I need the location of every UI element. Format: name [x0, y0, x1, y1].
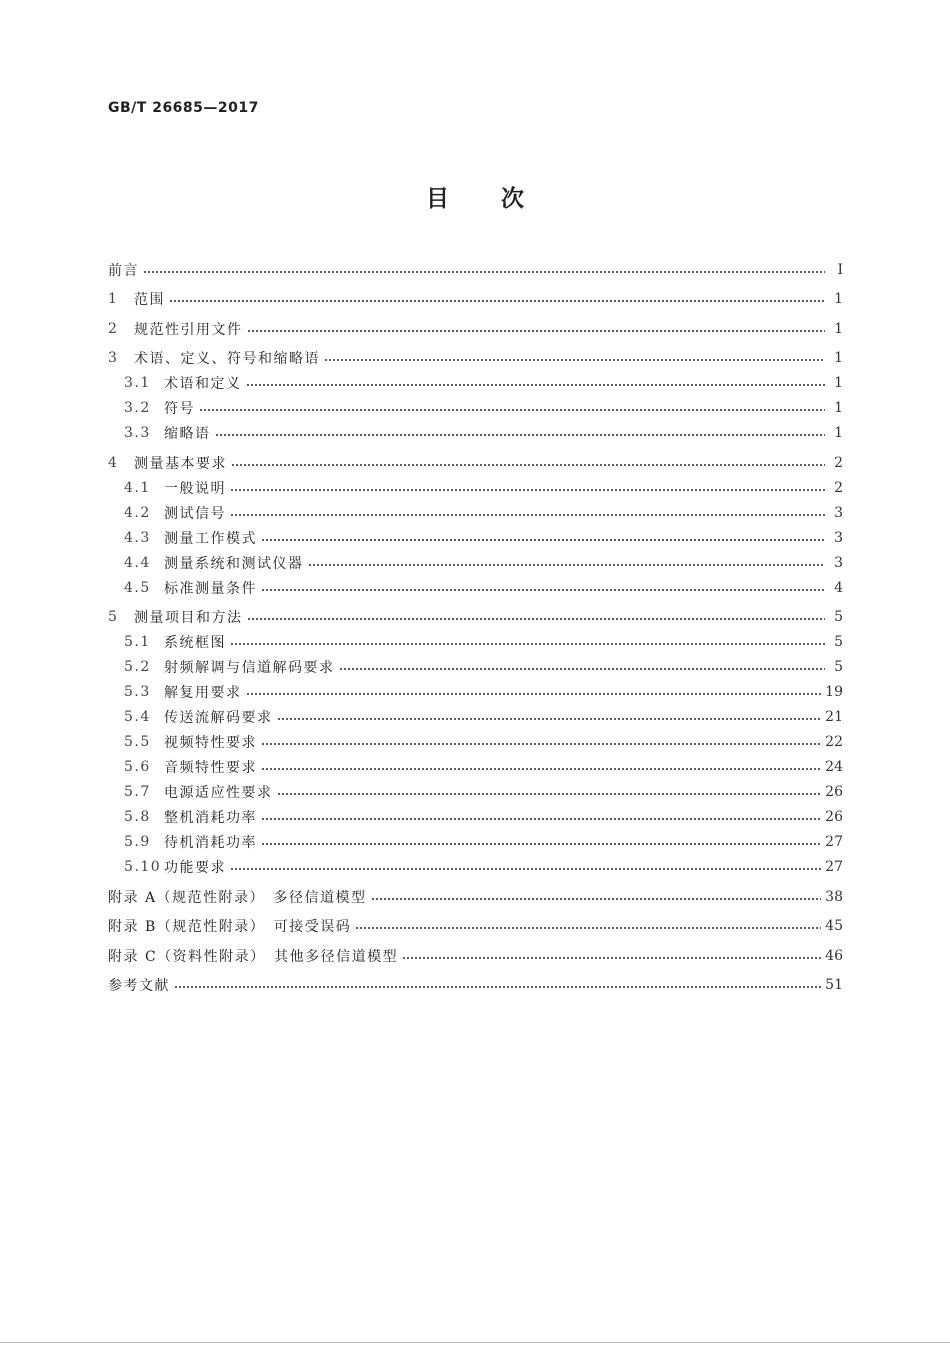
toc-entry-page: 1 [834, 425, 843, 441]
toc-entry-label: 系统框图 [164, 635, 226, 651]
toc-entry-number: 5 [108, 609, 119, 625]
toc-entry-label: 测量工作模式 [164, 530, 257, 547]
table-of-contents [108, 257, 843, 998]
dot-leader [261, 588, 825, 592]
dot-leader [174, 985, 821, 989]
toc-entry[interactable] [108, 755, 843, 780]
toc-entry-page: 24 [825, 759, 843, 775]
toc-entry-page: 5 [834, 659, 843, 675]
dot-leader [261, 842, 821, 846]
toc-entry-page: 1 [834, 400, 843, 416]
toc-entry-number: 4 [108, 454, 119, 471]
toc-entry-number: 5.1 [124, 634, 151, 650]
toc-entry[interactable] [108, 655, 843, 680]
toc-entry[interactable] [108, 316, 843, 341]
toc-entry[interactable] [108, 730, 843, 755]
toc-entry-page: 51 [825, 977, 843, 993]
toc-entry[interactable] [108, 525, 843, 550]
toc-entry-label: 参考文献 [108, 978, 170, 994]
title-char: 目 [426, 186, 449, 212]
toc-entry-page: 26 [825, 809, 843, 825]
toc-entry-label: 测试信号 [164, 505, 226, 522]
toc-entry-page: 22 [825, 734, 843, 750]
toc-entry-label: 符号 [164, 401, 195, 417]
toc-entry-label: 测量系统和测试仪器 [164, 555, 304, 572]
toc-entry-number: 4.2 [124, 504, 151, 521]
toc-entry-page: 27 [825, 859, 843, 875]
toc-entry-number: 4.4 [124, 554, 151, 571]
toc-entry-page: 1 [834, 291, 843, 307]
toc-entry-page: 38 [825, 888, 843, 905]
toc-entry-page: 5 [834, 609, 843, 625]
toc-entry-page: 26 [825, 784, 843, 800]
toc-entry[interactable] [108, 680, 843, 705]
dot-leader [308, 563, 826, 567]
dot-leader [371, 897, 822, 901]
toc-entry-label: 电源适应性要求 [164, 785, 273, 801]
toc-entry[interactable] [108, 705, 843, 730]
dot-leader [339, 667, 826, 671]
toc-entry-page: 46 [825, 947, 843, 964]
toc-entry-page: 2 [834, 479, 843, 496]
toc-entry-page: 4 [834, 579, 843, 596]
toc-entry-label: 测量基本要求 [134, 455, 227, 472]
toc-entry[interactable] [108, 287, 843, 312]
toc-entry-number: 1 [108, 291, 119, 307]
standard-number: GB/T 26685—2017 [108, 100, 259, 116]
dot-leader [246, 383, 826, 387]
toc-entry-label: 缩略语 [164, 426, 211, 442]
dot-leader [261, 767, 821, 771]
toc-entry-number: 5.4 [124, 709, 151, 725]
toc-entry-number: 5.8 [124, 809, 151, 825]
dot-leader [261, 817, 821, 821]
toc-entry-label: 范围 [134, 292, 165, 308]
dot-leader [230, 867, 821, 871]
toc-entry[interactable] [108, 830, 843, 855]
toc-entry-label: 视频特性要求 [164, 735, 257, 751]
toc-entry-page: 3 [834, 554, 843, 571]
toc-entry[interactable] [108, 550, 843, 575]
dot-leader [143, 270, 825, 274]
toc-entry-number: 3.2 [124, 400, 151, 416]
toc-entry-number: 3.3 [124, 425, 151, 441]
toc-entry[interactable] [108, 450, 843, 475]
toc-entry-label: 术语、定义、符号和缩略语 [134, 351, 320, 367]
toc-entry[interactable] [108, 780, 843, 805]
toc-entry[interactable] [108, 943, 843, 968]
toc-entry[interactable] [108, 884, 843, 909]
toc-entry[interactable] [108, 805, 843, 830]
toc-entry-page: 45 [825, 918, 843, 934]
dot-leader [261, 742, 821, 746]
toc-entry[interactable] [108, 475, 843, 500]
toc-entry-label: 解复用要求 [164, 685, 242, 701]
toc-entry-label: 附录 C（资料性附录） 其他多径信道模型 [108, 948, 399, 965]
toc-entry-label: 术语和定义 [164, 376, 242, 392]
toc-entry-number: 5.10 [124, 859, 162, 875]
toc-entry-page: 19 [825, 684, 843, 700]
dot-leader [277, 717, 822, 721]
dot-leader [246, 692, 822, 696]
toc-entry[interactable] [108, 973, 843, 998]
toc-entry-page: 1 [834, 350, 843, 366]
toc-entry-label: 整机消耗功率 [164, 810, 257, 826]
toc-entry-page: 3 [834, 504, 843, 521]
dot-leader [402, 956, 821, 960]
page-bottom-divider [0, 1342, 950, 1343]
toc-entry-number: 3 [108, 350, 119, 366]
page-title [0, 180, 950, 213]
toc-entry[interactable] [108, 371, 843, 396]
dot-leader [247, 329, 826, 333]
toc-entry-page: 1 [834, 375, 843, 391]
toc-entry-page: 27 [825, 834, 843, 850]
toc-entry[interactable] [108, 575, 843, 600]
toc-entry-number: 4.1 [124, 479, 151, 496]
dot-leader [199, 408, 825, 412]
toc-entry-number: 3.1 [124, 375, 151, 391]
toc-entry-number: 5.3 [124, 684, 151, 700]
toc-entry-label: 射频解调与信道解码要求 [164, 660, 335, 676]
toc-entry-number: 2 [108, 320, 119, 337]
toc-entry[interactable] [108, 630, 843, 655]
toc-entry-number: 5.9 [124, 834, 151, 850]
toc-entry-page: Ⅰ [837, 261, 843, 278]
toc-entry-number: 5.5 [124, 734, 151, 750]
dot-leader [277, 792, 822, 796]
toc-entry-label: 附录 B（规范性附录） 可接受误码 [108, 919, 352, 935]
toc-entry-label: 待机消耗功率 [164, 835, 257, 851]
toc-entry-number: 4.5 [124, 579, 151, 596]
dot-leader [230, 488, 825, 492]
toc-entry-page: 5 [834, 634, 843, 650]
toc-entry-label: 附录 A（规范性附录） 多径信道模型 [108, 889, 367, 906]
toc-entry[interactable] [108, 855, 843, 880]
toc-entry-label: 测量项目和方法 [134, 610, 243, 626]
toc-entry-number: 5.2 [124, 659, 151, 675]
toc-entry-label: 规范性引用文件 [134, 321, 243, 338]
toc-entry[interactable] [108, 346, 843, 371]
dot-leader [169, 299, 825, 303]
dot-leader [215, 433, 826, 437]
title-char: 次 [501, 186, 524, 212]
toc-entry-label: 标准测量条件 [164, 580, 257, 597]
toc-entry-page: 3 [834, 529, 843, 546]
dot-leader [324, 358, 825, 362]
dot-leader [230, 642, 825, 646]
dot-leader [230, 513, 825, 517]
toc-entry[interactable] [108, 257, 843, 282]
dot-leader [247, 617, 826, 621]
dot-leader [261, 538, 825, 542]
toc-entry[interactable] [108, 605, 843, 630]
toc-entry-number: 4.3 [124, 529, 151, 546]
dot-leader [231, 463, 825, 467]
toc-entry-number: 5.7 [124, 784, 151, 800]
dot-leader [355, 926, 821, 930]
toc-entry-label: 传送流解码要求 [164, 710, 273, 726]
toc-entry-label: 一般说明 [164, 480, 226, 497]
toc-entry[interactable] [108, 396, 843, 421]
toc-entry[interactable] [108, 914, 843, 939]
toc-entry-label: 音频特性要求 [164, 760, 257, 776]
toc-entry-label: 功能要求 [164, 860, 226, 876]
toc-entry-page: 1 [834, 320, 843, 337]
toc-entry-number: 5.6 [124, 759, 151, 775]
toc-entry[interactable] [108, 500, 843, 525]
toc-entry[interactable] [108, 421, 843, 446]
toc-entry-page: 21 [825, 709, 843, 725]
toc-entry-page: 2 [834, 454, 843, 471]
toc-entry-label: 前言 [108, 262, 139, 279]
